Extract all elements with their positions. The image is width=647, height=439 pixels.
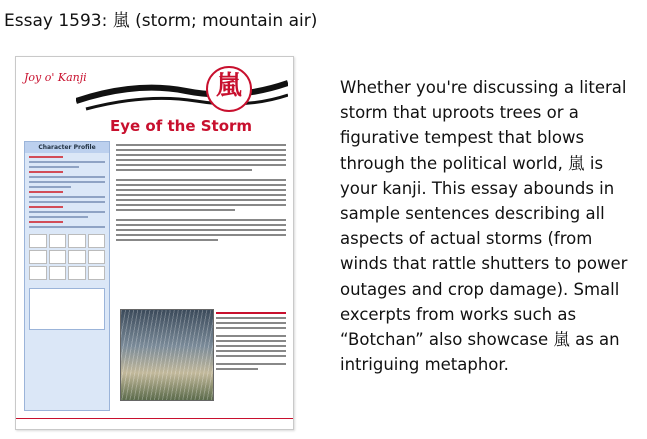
- character-profile-sidebar: [24, 141, 110, 411]
- essay-title: Eye of the Storm: [110, 117, 253, 135]
- stroke-order-grid: [29, 234, 105, 280]
- kanji-character: 嵐: [216, 71, 243, 101]
- page-title: Essay 1593: 嵐 (storm; mountain air): [4, 11, 318, 31]
- brush-wave-graphic: [76, 61, 288, 121]
- essay-thumbnail[interactable]: [15, 56, 294, 430]
- joy-o-kanji-logo: Joy o' Kanji: [24, 71, 87, 84]
- essay-description: Whether you're discussing a literal storm that uproots trees or a figurative tempest that blows through the political world, 嵐 is your kanji. This essay abounds in sample sentences describing all aspects of actual storms (from winds that rattle shutters to power outages and crop damage). Small excerpts from works such as “Botchan” also showcase 嵐 as an intriguing metaphor.: [340, 78, 628, 375]
- print-caption: [216, 309, 286, 370]
- woodblock-print-image: [120, 309, 214, 401]
- reference-table: [29, 288, 105, 330]
- essay-footer: [16, 418, 293, 429]
- sidebar-heading: Character Profile: [25, 142, 109, 153]
- essay-body-text: [116, 141, 286, 241]
